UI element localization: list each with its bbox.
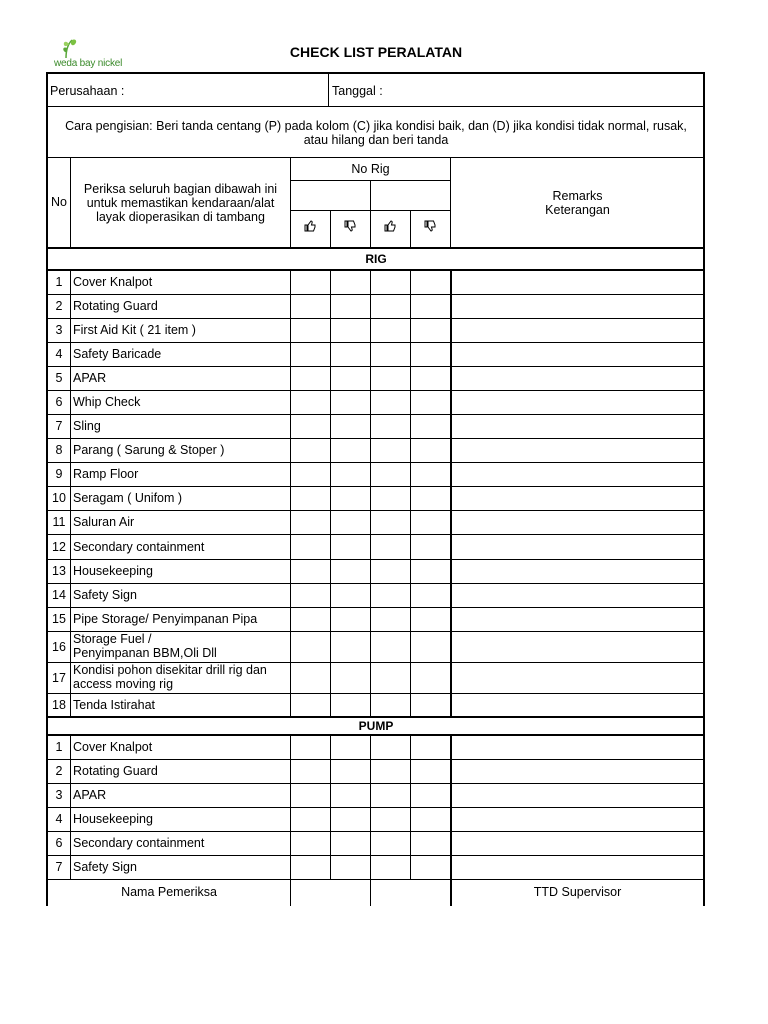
check-cell[interactable] xyxy=(371,343,410,366)
check-cell[interactable] xyxy=(331,319,370,342)
row-number: 13 xyxy=(52,564,66,578)
col-no-header: No xyxy=(51,195,67,209)
check-cell[interactable] xyxy=(411,608,450,631)
check-cell[interactable] xyxy=(291,511,330,534)
check-cell[interactable] xyxy=(331,832,370,855)
row-number: 2 xyxy=(55,764,63,778)
row-label: Ramp Floor xyxy=(73,467,139,481)
check-cell[interactable] xyxy=(411,535,450,559)
remarks-cell[interactable] xyxy=(452,487,704,510)
row-label: Whip Check xyxy=(73,395,141,409)
instructions-line2: atau hilang dan beri tanda xyxy=(303,133,449,147)
check-cell[interactable] xyxy=(291,663,330,693)
remarks-cell[interactable] xyxy=(452,271,704,294)
remarks-cell[interactable] xyxy=(452,295,704,318)
check-cell[interactable] xyxy=(291,415,330,438)
thumbs-up-icon xyxy=(290,220,330,235)
check-cell[interactable] xyxy=(371,319,410,342)
check-cell[interactable] xyxy=(291,343,330,366)
check-cell[interactable] xyxy=(291,856,330,879)
check-cell[interactable] xyxy=(331,663,370,693)
thumbs-down-icon xyxy=(410,220,450,235)
row-number: 17 xyxy=(52,671,66,685)
remarks-cell[interactable] xyxy=(452,319,704,342)
check-cell[interactable] xyxy=(331,367,370,390)
check-cell[interactable] xyxy=(291,463,330,486)
supervisor-label: TTD Supervisor xyxy=(533,885,622,899)
check-cell[interactable] xyxy=(371,784,410,807)
check-cell[interactable] xyxy=(411,808,450,831)
check-cell[interactable] xyxy=(371,439,410,462)
check-cell[interactable] xyxy=(371,584,410,607)
check-cell[interactable] xyxy=(371,463,410,486)
company-label: Perusahaan : xyxy=(50,84,125,98)
row-label: Safety Baricade xyxy=(73,347,162,361)
check-cell[interactable] xyxy=(291,784,330,807)
row-number: 9 xyxy=(55,467,63,481)
row-label: Secondary containment xyxy=(73,836,205,850)
check-cell[interactable] xyxy=(291,632,330,662)
check-cell[interactable] xyxy=(371,487,410,510)
check-cell[interactable] xyxy=(411,784,450,807)
date-label: Tanggal : xyxy=(332,84,383,98)
check-cell[interactable] xyxy=(291,319,330,342)
remarks-cell[interactable] xyxy=(452,415,704,438)
row-number: 12 xyxy=(52,540,66,554)
row-number: 4 xyxy=(55,812,63,826)
row-number: 5 xyxy=(55,371,63,385)
pump-section-title: PUMP xyxy=(358,719,394,733)
check-cell[interactable] xyxy=(331,584,370,607)
remarks-cell[interactable] xyxy=(452,632,704,662)
check-cell[interactable] xyxy=(291,439,330,462)
remarks-cell[interactable] xyxy=(452,367,704,390)
row-label: APAR xyxy=(73,788,107,802)
row-label: Housekeeping xyxy=(73,564,153,578)
check-cell[interactable] xyxy=(371,808,410,831)
check-cell[interactable] xyxy=(331,736,370,759)
row-number: 16 xyxy=(52,640,66,654)
check-cell[interactable] xyxy=(371,560,410,583)
row-number: 11 xyxy=(52,515,66,529)
thumbs-down-icon xyxy=(330,220,370,235)
row-label: Kondisi pohon disekitar drill rig dan xyxy=(73,663,267,677)
remarks-cell[interactable] xyxy=(452,663,704,693)
remarks-cell[interactable] xyxy=(452,463,704,486)
row-label: Safety Sign xyxy=(73,860,137,874)
check-cell[interactable] xyxy=(291,391,330,414)
check-cell[interactable] xyxy=(331,784,370,807)
check-cell[interactable] xyxy=(411,271,450,294)
check-cell[interactable] xyxy=(291,535,330,559)
check-cell[interactable] xyxy=(331,295,370,318)
col-remarks-header-1: Remarks xyxy=(552,189,603,203)
check-cell[interactable] xyxy=(331,760,370,783)
row-label: Storage Fuel / xyxy=(73,632,152,646)
check-cell[interactable] xyxy=(331,535,370,559)
page-title: CHECK LIST PERALATAN xyxy=(289,44,463,60)
check-cell[interactable] xyxy=(331,439,370,462)
check-cell[interactable] xyxy=(291,760,330,783)
row-label: Rotating Guard xyxy=(73,764,158,778)
row-label: Seragam ( Unifom ) xyxy=(73,491,183,505)
check-cell[interactable] xyxy=(411,560,450,583)
remarks-cell[interactable] xyxy=(452,391,704,414)
check-cell[interactable] xyxy=(411,856,450,879)
check-cell[interactable] xyxy=(331,487,370,510)
check-cell[interactable] xyxy=(331,560,370,583)
check-cell[interactable] xyxy=(411,319,450,342)
check-cell[interactable] xyxy=(331,463,370,486)
check-cell[interactable] xyxy=(411,632,450,662)
row-number: 14 xyxy=(52,588,66,602)
check-cell[interactable] xyxy=(411,584,450,607)
check-cell[interactable] xyxy=(411,415,450,438)
inspector-label: Nama Pemeriksa xyxy=(121,885,217,899)
row-number: 7 xyxy=(55,860,63,874)
row-number: 4 xyxy=(55,347,63,361)
row-label: Cover Knalpot xyxy=(73,740,153,754)
check-cell[interactable] xyxy=(331,415,370,438)
remarks-cell[interactable] xyxy=(452,535,704,559)
logo-text: weda bay nickel xyxy=(54,58,123,69)
remarks-cell[interactable] xyxy=(452,784,704,807)
check-cell[interactable] xyxy=(371,391,410,414)
row-label: Tenda Istirahat xyxy=(73,698,155,712)
check-cell[interactable] xyxy=(371,694,410,716)
remarks-cell[interactable] xyxy=(452,832,704,855)
row-label: Rotating Guard xyxy=(73,299,158,313)
check-cell[interactable] xyxy=(331,808,370,831)
col-rig-no-header: No Rig xyxy=(351,162,390,176)
check-cell[interactable] xyxy=(291,295,330,318)
row-number: 7 xyxy=(55,419,63,433)
remarks-cell[interactable] xyxy=(452,584,704,607)
check-cell[interactable] xyxy=(331,391,370,414)
row-label: First Aid Kit ( 21 item ) xyxy=(73,323,196,337)
check-cell[interactable] xyxy=(411,736,450,759)
col-check-header-1: Periksa seluruh bagian dibawah ini xyxy=(83,182,278,196)
check-cell[interactable] xyxy=(291,584,330,607)
thumbs-up-icon xyxy=(370,220,410,235)
row-number: 8 xyxy=(55,443,63,457)
row-number: 2 xyxy=(55,299,63,313)
check-cell[interactable] xyxy=(331,271,370,294)
col-remarks-header-2: Keterangan xyxy=(545,203,610,217)
row-number: 3 xyxy=(55,788,63,802)
remarks-cell[interactable] xyxy=(452,608,704,631)
row-label-line2: Penyimpanan BBM,Oli Dll xyxy=(73,646,217,660)
check-cell[interactable] xyxy=(331,694,370,716)
check-cell[interactable] xyxy=(411,694,450,716)
check-cell[interactable] xyxy=(411,439,450,462)
check-cell[interactable] xyxy=(371,760,410,783)
row-number: 10 xyxy=(52,491,66,505)
row-label: Housekeeping xyxy=(73,812,153,826)
row-label: Cover Knalpot xyxy=(73,275,153,289)
row-label: Sling xyxy=(73,419,101,433)
row-number: 3 xyxy=(55,323,63,337)
check-cell[interactable] xyxy=(411,487,450,510)
check-cell[interactable] xyxy=(331,632,370,662)
instructions-line1: Cara pengisian: Beri tanda centang (P) pada kolom (C) jika kondisi baik, dan (D) jika kondisi tidak normal, rusak, xyxy=(65,119,687,133)
remarks-cell[interactable] xyxy=(452,439,704,462)
col-check-header-3: layak dioperasikan di tambang xyxy=(96,210,265,224)
check-cell[interactable] xyxy=(411,295,450,318)
check-cell[interactable] xyxy=(371,271,410,294)
row-label: APAR xyxy=(73,371,107,385)
check-cell[interactable] xyxy=(371,415,410,438)
remarks-cell[interactable] xyxy=(452,560,704,583)
row-number: 1 xyxy=(55,275,63,289)
check-cell[interactable] xyxy=(371,663,410,693)
check-cell[interactable] xyxy=(291,271,330,294)
check-cell[interactable] xyxy=(371,295,410,318)
check-cell[interactable] xyxy=(371,736,410,759)
row-label: Secondary containment xyxy=(73,540,205,554)
check-cell[interactable] xyxy=(331,343,370,366)
check-cell[interactable] xyxy=(371,535,410,559)
check-cell[interactable] xyxy=(291,487,330,510)
remarks-cell[interactable] xyxy=(452,694,704,716)
check-cell[interactable] xyxy=(411,760,450,783)
row-label-line2: access moving rig xyxy=(73,677,174,691)
check-cell[interactable] xyxy=(291,694,330,716)
check-cell[interactable] xyxy=(411,391,450,414)
check-cell[interactable] xyxy=(411,663,450,693)
rig-section-title: RIG xyxy=(365,252,387,266)
remarks-cell[interactable] xyxy=(452,856,704,879)
check-cell[interactable] xyxy=(411,511,450,534)
check-cell[interactable] xyxy=(331,511,370,534)
remarks-cell[interactable] xyxy=(452,343,704,366)
row-number: 1 xyxy=(55,740,63,754)
check-cell[interactable] xyxy=(371,856,410,879)
check-cell[interactable] xyxy=(331,856,370,879)
check-cell[interactable] xyxy=(291,736,330,759)
check-cell[interactable] xyxy=(291,808,330,831)
check-cell[interactable] xyxy=(371,511,410,534)
row-number: 15 xyxy=(52,612,66,626)
row-label: Saluran Air xyxy=(73,515,135,529)
row-label: Parang ( Sarung & Stoper ) xyxy=(73,443,225,457)
check-cell[interactable] xyxy=(411,832,450,855)
row-number: 6 xyxy=(55,395,63,409)
check-cell[interactable] xyxy=(411,463,450,486)
check-cell[interactable] xyxy=(371,832,410,855)
check-cell[interactable] xyxy=(411,367,450,390)
check-cell[interactable] xyxy=(291,832,330,855)
remarks-cell[interactable] xyxy=(452,736,704,759)
check-cell[interactable] xyxy=(291,367,330,390)
check-cell[interactable] xyxy=(291,608,330,631)
check-cell[interactable] xyxy=(371,632,410,662)
col-check-header-2: untuk memastikan kendaraan/alat xyxy=(86,196,275,210)
remarks-cell[interactable] xyxy=(452,808,704,831)
remarks-cell[interactable] xyxy=(452,760,704,783)
check-cell[interactable] xyxy=(331,608,370,631)
check-cell[interactable] xyxy=(371,608,410,631)
row-number: 18 xyxy=(52,698,66,712)
remarks-cell[interactable] xyxy=(452,511,704,534)
row-label: Safety Sign xyxy=(73,588,137,602)
check-cell[interactable] xyxy=(291,560,330,583)
check-cell[interactable] xyxy=(411,343,450,366)
row-label: Pipe Storage/ Penyimpanan Pipa xyxy=(73,612,258,626)
check-cell[interactable] xyxy=(371,367,410,390)
row-number: 6 xyxy=(55,836,63,850)
